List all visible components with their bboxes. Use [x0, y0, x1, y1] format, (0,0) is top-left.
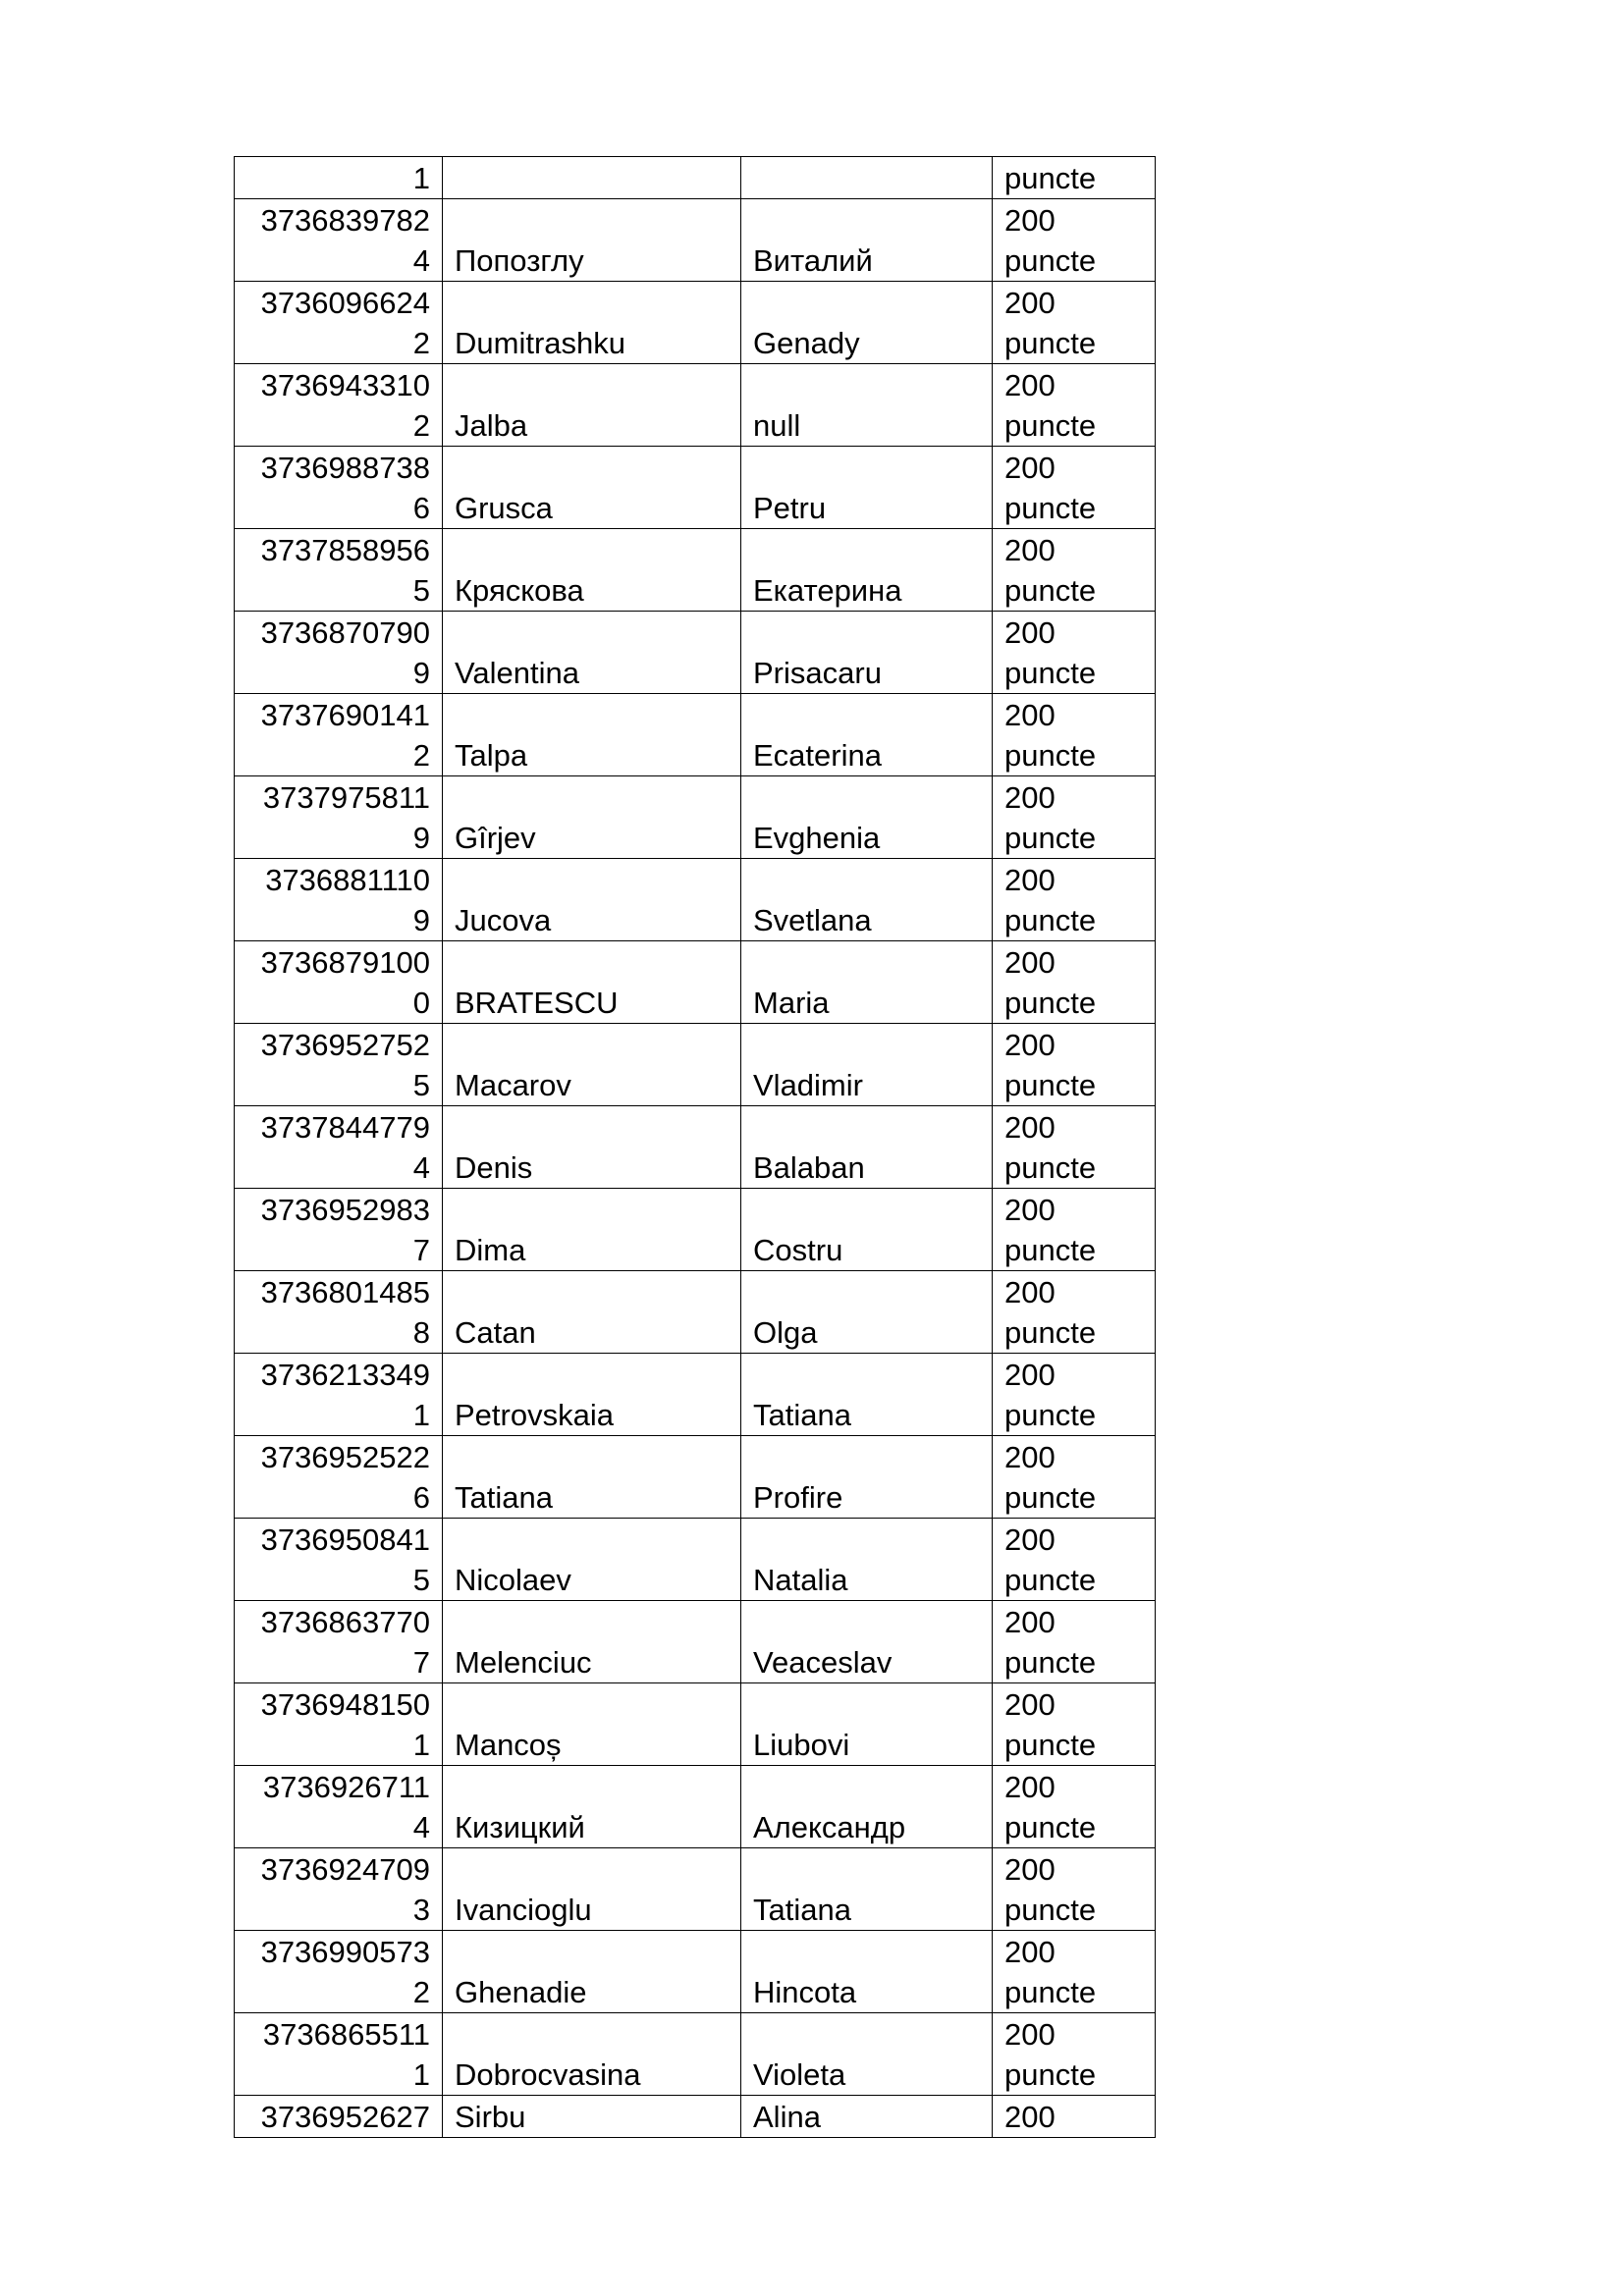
last-name-cell [443, 529, 741, 612]
points-cell-line: 200 [1004, 2017, 1056, 2052]
last-name-cell [443, 2013, 741, 2096]
first-name-cell [741, 1436, 993, 1519]
phone-cell [235, 364, 443, 447]
phone-cell-line: 3736943310 [260, 368, 430, 402]
points-cell [993, 859, 1156, 941]
phone-cell [235, 282, 443, 364]
table-row [235, 1683, 1156, 1766]
phone-cell [235, 612, 443, 694]
first-name-cell [741, 447, 993, 529]
last-name-cell [443, 694, 741, 776]
points-cell-line: puncte [1004, 1398, 1097, 1432]
points-cell-line: 200 [1004, 1358, 1056, 1392]
last-name-cell-text: Melenciuc [455, 1645, 592, 1680]
phone-cell-line: 4 [412, 1810, 430, 1844]
phone-cell [235, 157, 443, 199]
phone-cell-line: 5 [412, 573, 430, 608]
table-row [235, 1931, 1156, 2013]
table-row [235, 1436, 1156, 1519]
first-name-cell [741, 1601, 993, 1683]
points-cell-line: 200 [1004, 698, 1056, 732]
points-cell [993, 282, 1156, 364]
points-cell-line: puncte [1004, 1480, 1097, 1515]
table-row [235, 157, 1156, 199]
points-cell [993, 941, 1156, 1024]
phone-cell-line: 9 [412, 821, 430, 855]
table-row [235, 776, 1156, 859]
points-cell-line: puncte [1004, 1563, 1097, 1597]
last-name-cell-text: Попозглу [455, 243, 584, 278]
phone-cell-line: 3736952627 [260, 2100, 430, 2134]
phone-cell-line: 6 [412, 491, 430, 525]
points-cell-line: puncte [1004, 986, 1097, 1020]
last-name-cell-text: Grusca [455, 491, 553, 525]
first-name-cell-text: Екатерина [753, 573, 902, 608]
participants-table [234, 156, 1156, 2138]
first-name-cell [741, 1683, 993, 1766]
phone-cell [235, 1601, 443, 1683]
last-name-cell [443, 941, 741, 1024]
phone-cell-line: 3736096624 [260, 286, 430, 320]
phone-cell-line: 3736952983 [260, 1193, 430, 1227]
first-name-cell-text: Violeta [753, 2057, 846, 2092]
last-name-cell-text: Ghenadie [455, 1975, 587, 2009]
points-cell-line: puncte [1004, 491, 1097, 525]
table-body [235, 157, 1156, 2138]
table-row [235, 199, 1156, 282]
phone-cell-line: 3736865511 [262, 2017, 430, 2052]
points-cell [993, 776, 1156, 859]
phone-cell [235, 1106, 443, 1189]
phone-cell-line: 3737690141 [260, 698, 430, 732]
table-row [235, 941, 1156, 1024]
first-name-cell [741, 612, 993, 694]
points-cell-line: 200 [1004, 1605, 1056, 1639]
last-name-cell [443, 1519, 741, 1601]
points-cell [993, 1189, 1156, 1271]
phone-cell-line: 3736881110 [265, 863, 430, 897]
last-name-cell [443, 157, 741, 199]
first-name-cell [741, 199, 993, 282]
phone-cell-line: 3736863770 [260, 1605, 430, 1639]
points-cell [993, 694, 1156, 776]
phone-cell-line: 3736952752 [260, 1028, 430, 1062]
table-row [235, 1848, 1156, 1931]
last-name-cell-text: Talpa [455, 738, 528, 773]
points-cell-line: puncte [1004, 738, 1097, 773]
table-row [235, 1354, 1156, 1436]
phone-cell-line: 4 [412, 243, 430, 278]
phone-cell [235, 2096, 443, 2138]
points-cell-line: puncte [1004, 1150, 1097, 1185]
last-name-cell [443, 447, 741, 529]
points-cell-line: puncte [1004, 821, 1097, 855]
last-name-cell-text: Macarov [455, 1068, 571, 1102]
first-name-cell-text: Prisacaru [753, 656, 882, 690]
phone-cell [235, 199, 443, 282]
points-cell-line: 200 [1004, 780, 1056, 815]
first-name-cell-text: Tatiana [753, 1893, 851, 1927]
points-cell-line: 200 [1004, 533, 1056, 567]
first-name-cell-text: Evghenia [753, 821, 881, 855]
first-name-cell-text: Виталий [753, 243, 873, 278]
first-name-cell-text: null [753, 408, 801, 443]
first-name-cell [741, 529, 993, 612]
first-name-cell-text: Genady [753, 326, 860, 360]
first-name-cell-text: Ecaterina [753, 738, 882, 773]
table-row [235, 859, 1156, 941]
points-cell-line: 200 [1004, 945, 1056, 980]
phone-cell-line: 3736870790 [260, 615, 430, 650]
points-cell-line: 200 [1004, 2100, 1056, 2134]
points-cell [993, 529, 1156, 612]
points-cell-line: 200 [1004, 451, 1056, 485]
table-row [235, 529, 1156, 612]
last-name-cell-text: Denis [455, 1150, 533, 1185]
points-cell [993, 2013, 1156, 2096]
points-cell [993, 2096, 1156, 2138]
first-name-cell [741, 1106, 993, 1189]
table-row [235, 694, 1156, 776]
points-cell-line: 200 [1004, 1935, 1056, 1969]
table-row [235, 1601, 1156, 1683]
phone-cell-line: 3736926711 [262, 1770, 430, 1804]
table-row [235, 2096, 1156, 2138]
phone-cell [235, 1848, 443, 1931]
points-cell-line: puncte [1004, 161, 1097, 195]
phone-cell-line: 5 [412, 1563, 430, 1597]
last-name-cell [443, 1766, 741, 1848]
phone-cell-line: 3736950841 [260, 1522, 430, 1557]
phone-cell-line: 3736988738 [260, 451, 430, 485]
points-cell-line: 200 [1004, 615, 1056, 650]
points-cell [993, 157, 1156, 199]
phone-cell-line: 2 [412, 326, 430, 360]
points-cell-line: 200 [1004, 368, 1056, 402]
last-name-cell-text: Dima [455, 1233, 526, 1267]
phone-cell-line: 1 [412, 161, 430, 195]
first-name-cell [741, 776, 993, 859]
phone-cell-line: 3736924709 [260, 1852, 430, 1887]
points-cell-line: puncte [1004, 243, 1097, 278]
points-cell [993, 1766, 1156, 1848]
points-cell-line: puncte [1004, 1233, 1097, 1267]
points-cell [993, 1931, 1156, 2013]
phone-cell-line: 0 [412, 986, 430, 1020]
last-name-cell [443, 1683, 741, 1766]
table-row [235, 1271, 1156, 1354]
table-row [235, 447, 1156, 529]
first-name-cell [741, 2096, 993, 2138]
points-cell-line: 200 [1004, 1770, 1056, 1804]
points-cell-line: puncte [1004, 326, 1097, 360]
points-cell [993, 1848, 1156, 1931]
first-name-cell-text: Veaceslav [753, 1645, 893, 1680]
last-name-cell [443, 776, 741, 859]
last-name-cell [443, 2096, 741, 2138]
last-name-cell-text: Кизицкий [455, 1810, 585, 1844]
last-name-cell-text: Кряскова [455, 573, 584, 608]
points-cell-line: 200 [1004, 203, 1056, 238]
last-name-cell [443, 282, 741, 364]
points-cell-line: puncte [1004, 1893, 1097, 1927]
points-cell-line: 200 [1004, 1852, 1056, 1887]
table-row [235, 2013, 1156, 2096]
points-cell-line: 200 [1004, 1687, 1056, 1722]
first-name-cell-text: Balaban [753, 1150, 865, 1185]
first-name-cell [741, 364, 993, 447]
points-cell-line: 200 [1004, 1522, 1056, 1557]
points-cell [993, 1024, 1156, 1106]
phone-cell-line: 9 [412, 903, 430, 937]
points-cell [993, 1106, 1156, 1189]
phone-cell-line: 7 [412, 1233, 430, 1267]
last-name-cell-text: Tatiana [455, 1480, 553, 1515]
table-row [235, 1024, 1156, 1106]
phone-cell-line: 3737975811 [262, 780, 430, 815]
last-name-cell-text [455, 158, 729, 198]
points-cell-line: puncte [1004, 408, 1097, 443]
first-name-cell [741, 1766, 993, 1848]
last-name-cell-text: Gîrjev [455, 821, 536, 855]
phone-cell [235, 1189, 443, 1271]
first-name-cell-text: Svetlana [753, 903, 872, 937]
phone-cell [235, 1271, 443, 1354]
last-name-cell [443, 612, 741, 694]
phone-cell-line: 3737844779 [260, 1110, 430, 1145]
points-cell-line: puncte [1004, 656, 1097, 690]
phone-cell [235, 529, 443, 612]
first-name-cell [741, 1024, 993, 1106]
last-name-cell-text: BRATESCU [455, 986, 619, 1020]
last-name-cell-text: Valentina [455, 656, 579, 690]
table-row [235, 1189, 1156, 1271]
last-name-cell [443, 364, 741, 447]
first-name-cell [741, 157, 993, 199]
phone-cell-line: 2 [412, 1975, 430, 2009]
points-cell-line: puncte [1004, 1315, 1097, 1350]
phone-cell [235, 1683, 443, 1766]
phone-cell-line: 1 [412, 2057, 430, 2092]
phone-cell [235, 941, 443, 1024]
first-name-cell-text: Natalia [753, 1563, 848, 1597]
phone-cell [235, 1931, 443, 2013]
phone-cell-line: 3736879100 [260, 945, 430, 980]
phone-cell [235, 1519, 443, 1601]
points-cell [993, 1271, 1156, 1354]
phone-cell-line: 3 [412, 1893, 430, 1927]
phone-cell [235, 1436, 443, 1519]
phone-cell-line: 7 [412, 1645, 430, 1680]
first-name-cell [741, 1189, 993, 1271]
last-name-cell [443, 859, 741, 941]
phone-cell-line: 3736948150 [260, 1687, 430, 1722]
phone-cell-line: 3736990573 [260, 1935, 430, 1969]
points-cell-line: 200 [1004, 1275, 1056, 1309]
first-name-cell-text: Olga [753, 1315, 818, 1350]
last-name-cell [443, 1271, 741, 1354]
points-cell-line: 200 [1004, 1440, 1056, 1474]
last-name-cell [443, 1436, 741, 1519]
last-name-cell [443, 1601, 741, 1683]
points-cell [993, 1519, 1156, 1601]
first-name-cell-text: Vladimir [753, 1068, 863, 1102]
first-name-cell-text: Tatiana [753, 1398, 851, 1432]
points-cell [993, 1354, 1156, 1436]
points-cell [993, 612, 1156, 694]
last-name-cell-text: Jalba [455, 408, 528, 443]
first-name-cell [741, 941, 993, 1024]
first-name-cell-text: Profire [753, 1480, 843, 1515]
points-cell [993, 199, 1156, 282]
last-name-cell [443, 1189, 741, 1271]
last-name-cell-text: Jucova [455, 903, 552, 937]
last-name-cell-text: Ivancioglu [455, 1893, 592, 1927]
points-cell-line: puncte [1004, 1810, 1097, 1844]
points-cell-line: 200 [1004, 1110, 1056, 1145]
points-cell-line: 200 [1004, 286, 1056, 320]
points-cell [993, 1436, 1156, 1519]
phone-cell-line: 6 [412, 1480, 430, 1515]
points-cell [993, 1683, 1156, 1766]
last-name-cell [443, 1848, 741, 1931]
table-row [235, 1519, 1156, 1601]
phone-cell-line: 4 [412, 1150, 430, 1185]
points-cell-line: 200 [1004, 863, 1056, 897]
last-name-cell [443, 1024, 741, 1106]
phone-cell [235, 776, 443, 859]
first-name-cell-text: Liubovi [753, 1728, 850, 1762]
last-name-cell-text: Nicolaev [455, 1563, 571, 1597]
last-name-cell-text: Dobrocvasina [455, 2057, 641, 2092]
phone-cell-line: 3737858956 [260, 533, 430, 567]
points-cell-line: 200 [1004, 1028, 1056, 1062]
first-name-cell [741, 1848, 993, 1931]
last-name-cell [443, 1354, 741, 1436]
phone-cell-line: 3736839782 [260, 203, 430, 238]
first-name-cell-text: Maria [753, 986, 830, 1020]
last-name-cell [443, 1106, 741, 1189]
table-row [235, 1106, 1156, 1189]
phone-cell-line: 8 [412, 1315, 430, 1350]
phone-cell-line: 2 [412, 408, 430, 443]
phone-cell-line: 3736801485 [260, 1275, 430, 1309]
last-name-cell [443, 1931, 741, 2013]
last-name-cell-text: Dumitrashku [455, 326, 625, 360]
first-name-cell-text [753, 158, 980, 198]
table-row [235, 364, 1156, 447]
points-cell-line: puncte [1004, 573, 1097, 608]
table-row [235, 612, 1156, 694]
phone-cell-line: 1 [412, 1398, 430, 1432]
first-name-cell [741, 1271, 993, 1354]
first-name-cell-text: Petru [753, 491, 827, 525]
first-name-cell-text: Александр [753, 1810, 906, 1844]
points-cell [993, 364, 1156, 447]
phone-cell-line: 3736952522 [260, 1440, 430, 1474]
phone-cell-line: 2 [412, 738, 430, 773]
first-name-cell-text: Costru [753, 1233, 843, 1267]
first-name-cell [741, 282, 993, 364]
points-cell-line: puncte [1004, 2057, 1097, 2092]
points-cell-line: puncte [1004, 1068, 1097, 1102]
first-name-cell [741, 1519, 993, 1601]
last-name-cell-text: Petrovskaia [455, 1398, 614, 1432]
first-name-cell [741, 1931, 993, 2013]
points-cell-line: puncte [1004, 1645, 1097, 1680]
points-cell [993, 447, 1156, 529]
phone-cell [235, 1354, 443, 1436]
points-cell-line: puncte [1004, 1975, 1097, 2009]
last-name-cell [443, 199, 741, 282]
phone-cell [235, 1024, 443, 1106]
first-name-cell [741, 1354, 993, 1436]
last-name-cell-text: Sirbu [455, 2100, 526, 2134]
phone-cell [235, 694, 443, 776]
last-name-cell-text: Mancoș [455, 1728, 562, 1762]
phone-cell-line: 1 [412, 1728, 430, 1762]
points-cell [993, 1601, 1156, 1683]
phone-cell-line: 3736213349 [260, 1358, 430, 1392]
phone-cell [235, 447, 443, 529]
points-cell-line: puncte [1004, 1728, 1097, 1762]
first-name-cell [741, 859, 993, 941]
first-name-cell [741, 694, 993, 776]
table-row [235, 1766, 1156, 1848]
first-name-cell-text: Hincota [753, 1975, 857, 2009]
phone-cell-line: 9 [412, 656, 430, 690]
first-name-cell-text: Alina [753, 2100, 821, 2134]
points-cell-line: puncte [1004, 903, 1097, 937]
last-name-cell-text: Catan [455, 1315, 536, 1350]
phone-cell [235, 1766, 443, 1848]
table-row [235, 282, 1156, 364]
points-cell-line: 200 [1004, 1193, 1056, 1227]
first-name-cell [741, 2013, 993, 2096]
phone-cell [235, 2013, 443, 2096]
phone-cell [235, 859, 443, 941]
phone-cell-line: 5 [412, 1068, 430, 1102]
